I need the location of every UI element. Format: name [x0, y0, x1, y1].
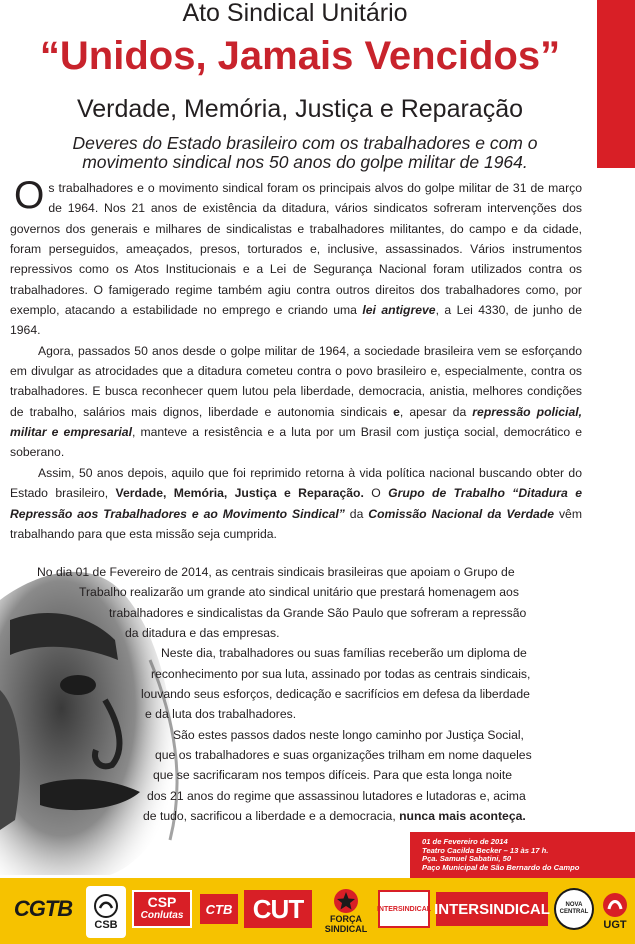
- ctb-logo: [200, 894, 238, 924]
- cgtb-logo: [6, 892, 80, 926]
- event-venue: Teatro Cacilda Becker – 13 às 17 h.: [422, 845, 549, 855]
- event-info-box: [410, 832, 635, 878]
- paragraph-3: [10, 463, 582, 544]
- deck-line: Deveres do Estado brasileiro com os trabalhadores e com o: [72, 133, 538, 153]
- slogan-headline: “Unidos, Jamais Vencidos”: [39, 34, 561, 78]
- lower-line-text: de tudo, sacrificou a liberdade e a democracia,: [143, 809, 400, 824]
- closing-bold: nunca mais aconteça.: [399, 809, 526, 824]
- intersindical-2-text: INTERSINDICAL: [434, 900, 550, 918]
- p2-emphasis: repressão policial, militar e empresarial: [10, 404, 582, 440]
- forca-logo-text: FORÇA: [330, 914, 362, 924]
- p3-text-d: vêm trabalhando para que esta missão seja cumprida.: [10, 506, 582, 541]
- lower-line: Trabalho realizarão um grande ato sindical unitário que prestará homenagem aos: [79, 585, 519, 600]
- p2-text-b: , apesar da: [399, 404, 473, 419]
- drop-cap: O: [14, 174, 45, 217]
- lower-line: Neste dia, trabalhadores ou suas famílias receberão um diploma de: [161, 646, 527, 661]
- p1-text-a: s trabalhadores e o movimento sindical foram os principais alvos do golpe militar de 31 de março de 1964. Nos 21 anos de existência da ditadura, vários sindicatos sofreram intervenções dos governos dos generais e milhares de sindicalistas e trabalhadores militantes, do campo e da cidade, foram perseguidos, ameaçados, presos, torturados e, inclusive, assassinados. Vários instrumentos repressivos como os Atos Institucionais e a Lei de Segurança Nacional foram utilizados contra os trabalhadores. O famigerado regime também agiu contra outros direitos dos trabalhadores como, por exemplo, atacando a estabilidade no emprego e criando uma: [10, 181, 582, 318]
- intersindical-logo-1: [378, 890, 430, 928]
- ugt-emblem-icon: [601, 891, 629, 919]
- red-corner-bar: [597, 0, 635, 168]
- nova-central-text: NOVA CENTRAL: [559, 902, 589, 915]
- p2-bold: e: [393, 404, 400, 419]
- lower-text-block: [37, 562, 582, 826]
- p3-text-b: O: [363, 486, 389, 501]
- csb-logo: [86, 886, 126, 938]
- event-date: 01 de Fevereiro de 2014: [422, 837, 508, 846]
- p3-text-a: Assim, 50 anos depois, aquilo que foi reprimido retorna à vida política nacional buscando obter do Estado brasileiro,: [10, 465, 582, 501]
- p2-text-c: , manteve a resistência e a luta por um Brasil com justiça social, democrático e soberano.: [10, 425, 582, 460]
- csp-logo-text: CSP: [147, 894, 177, 910]
- p2-text-a: Agora, passados 50 anos desde o golpe militar de 1964, a sociedade brasileira vem se esforçando em divulgar as atrocidades que a ditadura cometeu contra o povo brasileiro e, especialmente, contra os trabalhadores. E busca reconhecer quem lutou pela liberdade, democracia, anistia, melhores condições de trabalho, salários mais dignos, liberdade e autonomia sindicais: [10, 343, 582, 419]
- p3-emphasis-2: Comissão Nacional da Verdade: [368, 506, 555, 521]
- ugt-logo-text: UGT: [603, 919, 627, 931]
- event-place: Paço Municipal de São Bernardo do Campo: [422, 862, 580, 872]
- intersindical-1-text: INTERSINDICAL: [376, 905, 432, 913]
- p1-emphasis: lei antigreve: [362, 303, 436, 318]
- p3-emphasis-1: Grupo de Trabalho “Ditadura e Repressão aos Trabalhadores e ao Movimento Sindical”: [10, 486, 582, 521]
- lower-line: No dia 01 de Fevereiro de 2014, as centrais sindicais brasileiras que apoiam o Grupo de: [37, 565, 515, 579]
- p3-bold: Verdade, Memória, Justiça e Reparação.: [115, 486, 364, 501]
- lower-line: reconhecimento por sua luta, assinado por todas as centrais sindicais,: [151, 666, 531, 681]
- lower-line: [143, 806, 582, 826]
- paragraph-1: [10, 174, 582, 341]
- lower-line: São estes passos dados neste longo caminho por Justiça Social,: [173, 727, 524, 742]
- csp-conlutas-logo: [132, 890, 192, 928]
- ugt-logo: [598, 886, 632, 936]
- cgtb-logo-text: CGTB: [13, 896, 73, 921]
- deck-line: movimento sindical nos 50 anos do golpe militar de 1964.: [82, 152, 528, 172]
- forca-sindical-logo: [320, 884, 372, 938]
- intersindical-logo-2: [436, 892, 548, 926]
- paragraph-2: [10, 341, 582, 463]
- cut-logo: [244, 890, 312, 928]
- csb-emblem-icon: [93, 893, 119, 919]
- forca-logo-subtext: SINDICAL: [324, 924, 368, 934]
- p1-text-b: , a Lei 4330, de junho de 1964.: [10, 303, 582, 338]
- subtitle: Verdade, Memória, Justiça e Reparação: [76, 95, 524, 123]
- lower-line: que se sacrificaram nos tempos difíceis. Para que esta longa noite: [153, 768, 513, 783]
- csb-logo-text: CSB: [94, 919, 118, 931]
- csp-logo-subtext: Conlutas: [140, 910, 184, 921]
- union-logo-bar: [0, 878, 635, 944]
- ctb-logo-text: CTB: [205, 901, 233, 917]
- event-address: Pça. Samuel Sabatini, 50: [422, 854, 512, 863]
- deck: [24, 134, 586, 172]
- lower-line: trabalhadores e sindicalistas da Grande São Paulo que sofreram a repressão: [109, 605, 527, 620]
- lower-line: que os trabalhadores e suas organizações trilham em nome daqueles: [155, 748, 532, 763]
- lower-line: e da luta dos trabalhadores.: [145, 707, 297, 722]
- nova-central-logo: [554, 888, 594, 930]
- lower-line: louvando seus esforços, dedicação e sacrifícios em defesa da liberdade: [141, 687, 530, 702]
- forca-star-icon: [333, 888, 359, 914]
- lower-line: da ditadura e das empresas.: [125, 626, 280, 641]
- lower-line: dos 21 anos do regime que assassinou lutadores e lutadoras e, acima: [147, 788, 526, 803]
- cut-logo-text: CUT: [252, 893, 304, 924]
- p3-text-c: da: [344, 506, 369, 521]
- kicker-title: Ato Sindical Unitário: [182, 0, 408, 27]
- article-body: [10, 174, 582, 544]
